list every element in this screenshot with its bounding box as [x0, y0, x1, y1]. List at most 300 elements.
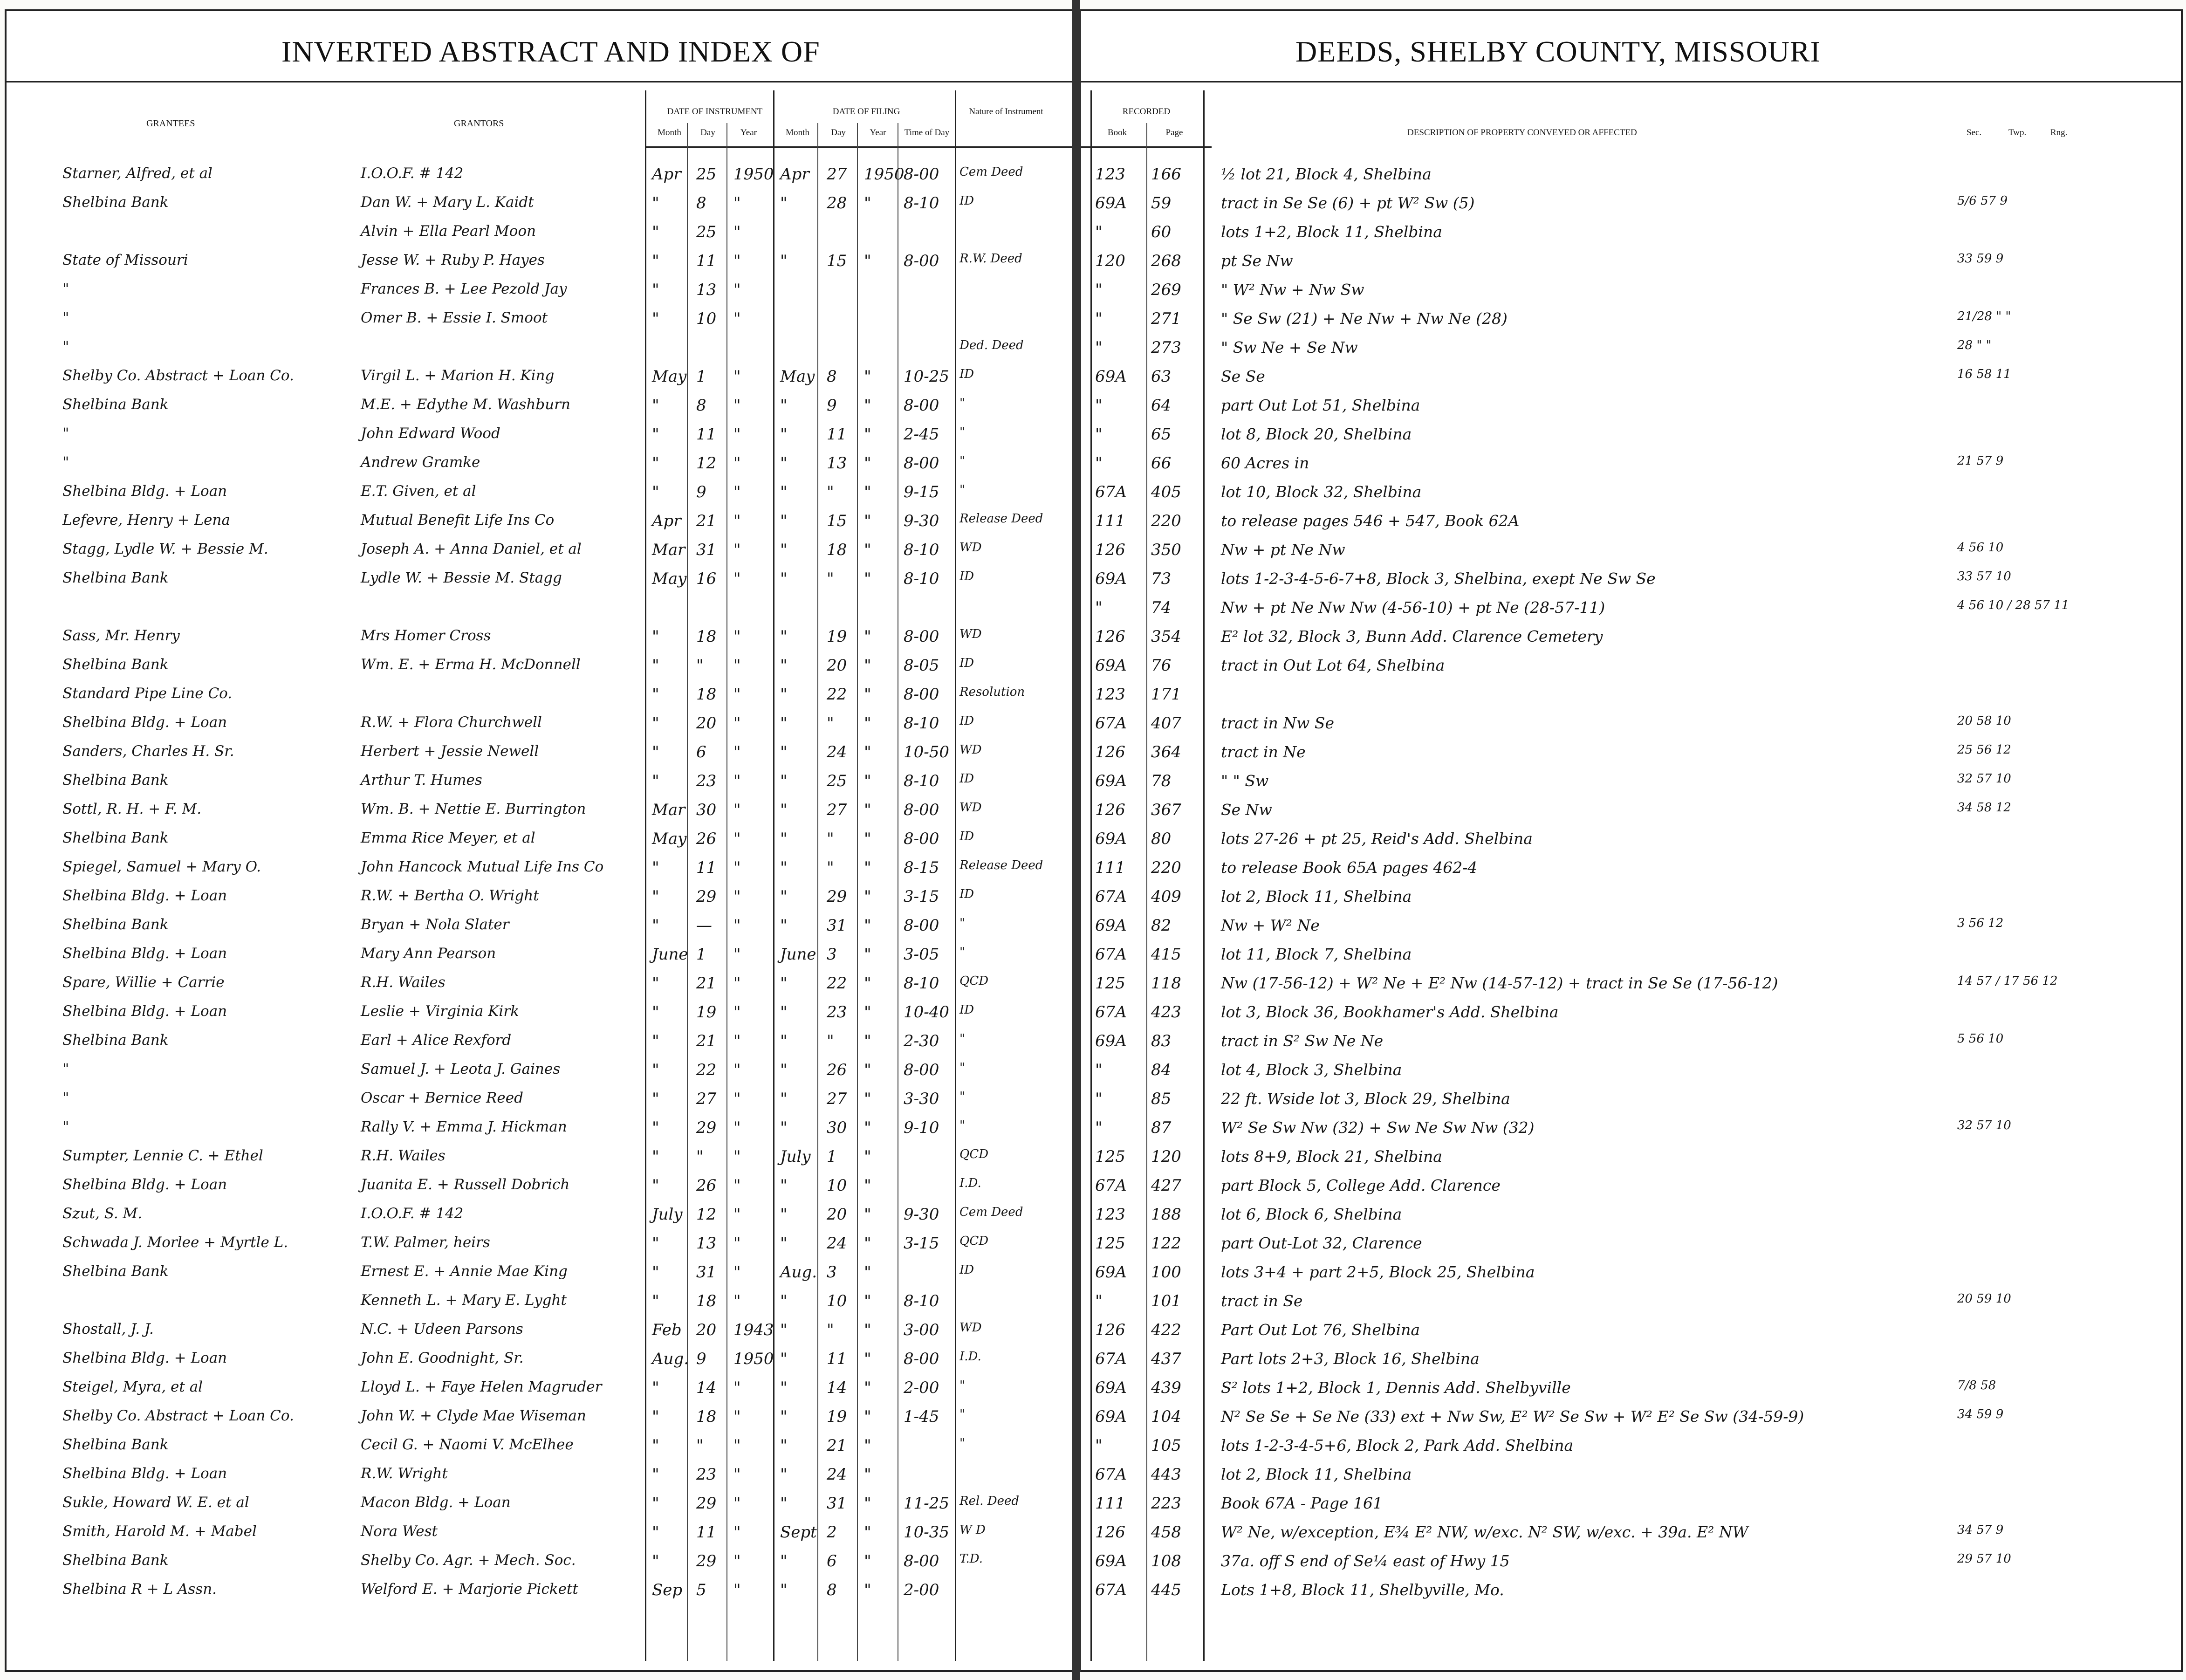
file-month-cell: " [780, 1552, 788, 1570]
nature-cell: Ded. Deed [959, 338, 1024, 352]
ledger-row-left [7, 830, 1074, 848]
ledger-row-left [7, 252, 1074, 270]
ledger-row-right [1081, 367, 2181, 386]
inst-month-cell: Mar [652, 541, 685, 559]
inst-year-cell: " [733, 425, 741, 444]
file-year-cell: " [864, 656, 871, 675]
inst-month-cell: " [652, 772, 659, 790]
file-year-cell: " [864, 1407, 871, 1426]
book-cell: " [1095, 454, 1103, 473]
file-year-cell: " [864, 945, 871, 964]
file-day-cell: 19 [827, 1407, 847, 1426]
file-time-cell: 2-00 [904, 1378, 939, 1397]
ledger-row-left [7, 1523, 1074, 1542]
page-cell: 354 [1151, 627, 1181, 646]
inst-year-cell: " [733, 1581, 741, 1599]
inst-year-cell: " [733, 945, 741, 964]
file-month-cell: Aug. [780, 1263, 817, 1282]
nature-cell: " [959, 1407, 965, 1421]
inst-day-cell: 20 [696, 714, 717, 733]
inst-year-cell: " [733, 1407, 741, 1426]
grantor-cell: Lloyd L. + Faye Helen Magruder [361, 1378, 602, 1395]
col-file-day: Day [831, 128, 846, 137]
file-day-cell: " [827, 858, 834, 877]
grantee-cell: Shelby Co. Abstract + Loan Co. [62, 1407, 294, 1424]
description-cell: part Block 5, College Add. Clarence [1221, 1176, 1501, 1194]
inst-day-cell: 18 [696, 685, 717, 704]
grantee-cell: Szut, S. M. [62, 1205, 143, 1222]
grantor-cell: I.O.O.F. # 142 [361, 165, 464, 182]
file-year-cell: " [864, 512, 871, 530]
grantee-cell: Steigel, Myra, et al [62, 1378, 203, 1395]
nature-cell: ID [959, 714, 974, 728]
sec-twp-rng-cell: 20 59 10 [1957, 1292, 2011, 1306]
inst-day-cell: 16 [696, 569, 717, 588]
grantor-cell: Shelby Co. Agr. + Mech. Soc. [361, 1552, 576, 1569]
inst-day-cell: 13 [696, 1234, 717, 1253]
nature-cell: " [959, 916, 965, 930]
book-cell: 125 [1095, 974, 1125, 993]
grantor-cell: Leslie + Virginia Kirk [361, 1003, 519, 1020]
page-cell: 405 [1151, 483, 1181, 501]
description-cell: 22 ft. Wside lot 3, Block 29, Shelbina [1221, 1090, 1510, 1108]
inst-year-cell: " [733, 1292, 741, 1310]
inst-year-cell: " [733, 685, 741, 704]
grantee-cell: Shelbina Bldg. + Loan [62, 887, 227, 904]
file-month-cell: " [780, 194, 788, 213]
book-cell: 69A [1095, 1378, 1127, 1397]
grantee-cell: Smith, Harold M. + Mabel [62, 1523, 257, 1540]
ledger-row-left [7, 598, 1074, 617]
header-rule [7, 81, 1074, 82]
nature-cell: I.D. [959, 1350, 981, 1364]
inst-year-cell: " [733, 1552, 741, 1570]
nature-cell: " [959, 396, 965, 410]
grantee-cell: Shelbina Bank [62, 916, 169, 933]
sec-twp-rng-cell: 25 56 12 [1957, 743, 2011, 757]
book-cell: 69A [1095, 830, 1127, 848]
grantee-cell: Sumpter, Lennie C. + Ethel [62, 1147, 263, 1164]
description-cell: " Se Sw (21) + Ne Nw + Nw Ne (28) [1221, 309, 1508, 328]
grantor-cell: Frances B. + Lee Pezold Jay [361, 281, 567, 297]
file-day-cell: " [827, 714, 834, 733]
inst-day-cell: 6 [696, 743, 706, 761]
ledger-row-left [7, 1061, 1074, 1079]
inst-year-cell: " [733, 1378, 741, 1397]
inst-day-cell: 25 [696, 223, 717, 241]
book-spine [1072, 0, 1080, 1680]
inst-day-cell: " [696, 1436, 704, 1455]
inst-day-cell: 18 [696, 627, 717, 646]
grantor-cell: Arthur T. Humes [361, 772, 482, 789]
ledger-row-left [7, 1321, 1074, 1339]
book-cell: 69A [1095, 1032, 1127, 1050]
file-day-cell: 28 [827, 194, 847, 213]
file-time-cell: 8-10 [904, 569, 939, 588]
file-time-cell: 8-00 [904, 454, 939, 473]
inst-day-cell: 30 [696, 801, 717, 819]
file-year-cell: " [864, 627, 871, 646]
file-day-cell: " [827, 483, 834, 501]
sec-twp-rng-cell: 14 57 / 17 56 12 [1957, 974, 2058, 988]
file-time-cell: 8-00 [904, 1350, 939, 1368]
inst-month-cell: " [652, 743, 659, 761]
nature-cell: " [959, 1378, 965, 1392]
grantor-cell: Alvin + Ella Pearl Moon [361, 223, 536, 240]
grantee-cell: Shelbina Bldg. + Loan [62, 1003, 227, 1020]
inst-month-cell: " [652, 627, 659, 646]
inst-month-cell: " [652, 223, 659, 241]
file-month-cell: " [780, 454, 788, 473]
left-page [5, 9, 1075, 1672]
inst-day-cell: 29 [696, 887, 717, 906]
inst-month-cell: " [652, 1436, 659, 1455]
ledger-row-right [1081, 512, 2181, 530]
description-cell: tract in Se [1221, 1292, 1303, 1310]
ledger-row-left [7, 1581, 1074, 1599]
file-day-cell: 11 [827, 425, 847, 444]
page-cell: 350 [1151, 541, 1181, 559]
file-time-cell: 2-30 [904, 1032, 939, 1050]
grantor-cell: Nora West [361, 1523, 438, 1540]
ledger-row-left [7, 483, 1074, 501]
inst-day-cell: 26 [696, 1176, 717, 1195]
ledger-row-right [1081, 858, 2181, 877]
col-page: Page [1165, 128, 1183, 137]
file-time-cell: 10-50 [904, 743, 950, 761]
page-cell: 427 [1151, 1176, 1181, 1195]
sec-twp-rng-cell: 21 57 9 [1957, 454, 2004, 468]
page-cell: 223 [1151, 1494, 1181, 1513]
page-cell: 105 [1151, 1436, 1181, 1455]
description-cell: E² lot 32, Block 3, Bunn Add. Clarence Cemetery [1221, 627, 1603, 645]
book-cell: 126 [1095, 743, 1125, 761]
grantor-cell: Mutual Benefit Life Ins Co [361, 512, 555, 528]
page-cell: 83 [1151, 1032, 1172, 1050]
file-year-cell: " [864, 541, 871, 559]
file-year-cell: " [864, 1350, 871, 1368]
page-cell: 458 [1151, 1523, 1181, 1542]
grantee-cell: Shelbina Bldg. + Loan [62, 1176, 227, 1193]
left-page-title: INVERTED ABSTRACT AND INDEX OF [281, 35, 820, 68]
file-time-cell: 8-05 [904, 656, 939, 675]
inst-month-cell: " [652, 252, 659, 270]
inst-day-cell: 11 [696, 858, 717, 877]
page-cell: 409 [1151, 887, 1181, 906]
inst-year-cell: " [733, 1003, 741, 1022]
ledger-row-right [1081, 685, 2181, 704]
inst-month-cell: " [652, 858, 659, 877]
ledger-row-right [1081, 714, 2181, 733]
ledger-row-right [1081, 1061, 2181, 1079]
grantor-cell: John W. + Clyde Mae Wiseman [361, 1407, 586, 1424]
file-day-cell: 18 [827, 541, 847, 559]
grantor-cell: Lydle W. + Bessie M. Stagg [361, 569, 562, 586]
file-day-cell: 27 [827, 1090, 847, 1108]
file-month-cell: " [780, 1032, 788, 1050]
file-month-cell: " [780, 1205, 788, 1224]
grantor-cell: Dan W. + Mary L. Kaidt [361, 194, 534, 211]
nature-cell: QCD [959, 1234, 989, 1248]
nature-cell: I.D. [959, 1176, 981, 1190]
page-cell: 415 [1151, 945, 1181, 964]
right-page-title: DEEDS, SHELBY COUNTY, MISSOURI [1295, 35, 1821, 68]
file-day-cell: 22 [827, 685, 847, 704]
grantor-cell: Rally V. + Emma J. Hickman [361, 1118, 567, 1135]
page-cell: 78 [1151, 772, 1172, 790]
file-year-cell: " [864, 1090, 871, 1108]
book-cell: 69A [1095, 772, 1127, 790]
inst-year-cell: " [733, 454, 741, 473]
grantee-cell: Sottl, R. H. + F. M. [62, 801, 202, 817]
ledger-row-left [7, 1436, 1074, 1455]
description-cell: " " Sw [1221, 772, 1269, 790]
description-cell: W² Se Sw Nw (32) + Sw Ne Sw Nw (32) [1221, 1118, 1535, 1137]
page-cell: 220 [1151, 512, 1181, 530]
ledger-row-left [7, 801, 1074, 819]
page-cell: 268 [1151, 252, 1181, 270]
ledger-row-right [1081, 309, 2181, 328]
book-cell: 126 [1095, 1321, 1125, 1339]
ledger-row-left [7, 1494, 1074, 1513]
grantor-cell: N.C. + Udeen Parsons [361, 1321, 523, 1337]
book-cell: 69A [1095, 367, 1127, 386]
ledger-row-left [7, 223, 1074, 241]
sec-twp-rng-cell: 4 56 10 / 28 57 11 [1957, 598, 2070, 612]
file-day-cell: " [827, 1032, 834, 1050]
inst-day-cell: 25 [696, 165, 717, 184]
inst-day-cell: 23 [696, 772, 717, 790]
inst-day-cell: 27 [696, 1090, 717, 1108]
sec-twp-rng-cell: 4 56 10 [1957, 541, 2004, 555]
ledger-row-right [1081, 1147, 2181, 1166]
ledger-row-left [7, 541, 1074, 559]
page-cell: 73 [1151, 569, 1172, 588]
nature-cell: Rel. Deed [959, 1494, 1020, 1508]
ledger-row-left [7, 945, 1074, 964]
page-cell: 65 [1151, 425, 1172, 444]
inst-year-cell: " [733, 1118, 741, 1137]
file-year-cell: " [864, 916, 871, 935]
file-month-cell: " [780, 252, 788, 270]
col-inst-month: Month [658, 128, 681, 137]
ledger-row-left [7, 974, 1074, 993]
page-cell: 60 [1151, 223, 1172, 241]
description-cell: lot 10, Block 32, Shelbina [1221, 483, 1422, 501]
file-year-cell: " [864, 194, 871, 213]
description-cell: Part lots 2+3, Block 16, Shelbina [1221, 1350, 1480, 1368]
page-cell: 439 [1151, 1378, 1181, 1397]
col-inst-year: Year [740, 128, 757, 137]
file-day-cell: 19 [827, 627, 847, 646]
file-time-cell: 10-25 [904, 367, 950, 386]
file-month-cell: " [780, 1581, 788, 1599]
inst-day-cell: 14 [696, 1378, 717, 1397]
inst-month-cell: " [652, 1147, 659, 1166]
file-day-cell: 23 [827, 1003, 847, 1022]
page-cell: 407 [1151, 714, 1181, 733]
file-year-cell: " [864, 396, 871, 415]
inst-day-cell: 12 [696, 1205, 717, 1224]
ledger-row-left [7, 1234, 1074, 1253]
ledger-row-right [1081, 1176, 2181, 1195]
inst-day-cell: 19 [696, 1003, 717, 1022]
file-year-cell: " [864, 685, 871, 704]
file-year-cell: 1950 [864, 165, 905, 184]
description-cell: Lots 1+8, Block 11, Shelbyville, Mo. [1221, 1581, 1504, 1599]
file-time-cell: 8-10 [904, 974, 939, 993]
col-description: DESCRIPTION OF PROPERTY CONVEYED OR AFFECTED [1407, 128, 1637, 137]
inst-day-cell: 29 [696, 1494, 717, 1513]
inst-day-cell: 29 [696, 1552, 717, 1570]
grantee-cell: " [62, 338, 69, 355]
inst-day-cell: 11 [696, 252, 717, 270]
page-cell: 82 [1151, 916, 1172, 935]
ledger-row-right [1081, 1263, 2181, 1282]
grantee-cell: " [62, 454, 69, 471]
file-time-cell: 10-35 [904, 1523, 950, 1542]
description-cell: pt Se Nw [1221, 252, 1293, 270]
ledger-row-right [1081, 974, 2181, 993]
grantee-cell: Shelby Co. Abstract + Loan Co. [62, 367, 294, 384]
file-month-cell: " [780, 483, 788, 501]
description-cell: Book 67A - Page 161 [1221, 1494, 1383, 1512]
sec-twp-rng-cell: 33 59 9 [1957, 252, 2004, 266]
grantee-cell: Schwada J. Morlee + Myrtle L. [62, 1234, 288, 1251]
nature-cell: ID [959, 656, 974, 670]
ledger-row-left [7, 512, 1074, 530]
file-time-cell: 8-10 [904, 194, 939, 213]
file-year-cell: " [864, 1234, 871, 1253]
book-cell: " [1095, 281, 1103, 299]
ledger-row-left [7, 1263, 1074, 1282]
sec-twp-rng-cell: 21/28 " " [1957, 309, 2011, 323]
file-month-cell: " [780, 1003, 788, 1022]
grantor-cell: Virgil L. + Marion H. King [361, 367, 555, 384]
nature-cell: " [959, 1090, 965, 1104]
file-month-cell: " [780, 1378, 788, 1397]
page-cell: 85 [1151, 1090, 1172, 1108]
book-cell: 67A [1095, 1176, 1127, 1195]
file-day-cell: 13 [827, 454, 847, 473]
sec-twp-rng-cell: 32 57 10 [1957, 772, 2011, 786]
file-month-cell: June [780, 945, 816, 964]
file-day-cell: 22 [827, 974, 847, 993]
page-cell: 273 [1151, 338, 1181, 357]
file-year-cell: " [864, 1292, 871, 1310]
inst-day-cell: 26 [696, 830, 717, 848]
grantee-cell: Stagg, Lydle W. + Bessie M. [62, 541, 268, 557]
file-month-cell: " [780, 512, 788, 530]
inst-month-cell: " [652, 1090, 659, 1108]
grantee-cell: Shelbina Bank [62, 772, 169, 789]
file-time-cell: 2-00 [904, 1581, 939, 1599]
ledger-row-left [7, 338, 1074, 357]
inst-year-cell: " [733, 714, 741, 733]
file-day-cell: 8 [827, 367, 837, 386]
inst-day-cell: 11 [696, 425, 717, 444]
ledger-row-right [1081, 223, 2181, 241]
sec-twp-rng-cell: 28 " " [1957, 338, 1992, 352]
book-cell: 125 [1095, 1234, 1125, 1253]
book-cell: 120 [1095, 252, 1125, 270]
nature-cell: Cem Deed [959, 165, 1023, 179]
col-twp: Twp. [2008, 128, 2027, 137]
inst-month-cell: Feb [652, 1321, 682, 1339]
ledger-row-right [1081, 598, 2181, 617]
ledger-row-right [1081, 541, 2181, 559]
file-year-cell: " [864, 830, 871, 848]
nature-cell: " [959, 483, 965, 497]
sec-twp-rng-cell: 16 58 11 [1957, 367, 2011, 381]
page-cell: 364 [1151, 743, 1181, 761]
file-time-cell: 8-00 [904, 1061, 939, 1079]
book-cell: 123 [1095, 685, 1125, 704]
file-month-cell: " [780, 974, 788, 993]
inst-year-cell: " [733, 223, 741, 241]
right-page [1080, 9, 2183, 1672]
sec-twp-rng-cell: 20 58 10 [1957, 714, 2011, 728]
file-day-cell: " [827, 830, 834, 848]
ledger-row-left [7, 1465, 1074, 1484]
description-cell: to release pages 546 + 547, Book 62A [1221, 512, 1520, 530]
inst-year-cell: " [733, 772, 741, 790]
description-cell: " W² Nw + Nw Sw [1221, 281, 1364, 299]
file-day-cell: 1 [827, 1147, 837, 1166]
nature-cell: WD [959, 743, 982, 757]
file-day-cell: 30 [827, 1118, 847, 1137]
inst-day-cell: " [696, 1147, 704, 1166]
inst-day-cell: 9 [696, 483, 706, 501]
ledger-row-right [1081, 396, 2181, 415]
inst-day-cell: 21 [696, 974, 717, 993]
nature-cell: WD [959, 541, 982, 555]
page-cell: 66 [1151, 454, 1172, 473]
book-cell: 69A [1095, 1263, 1127, 1282]
page-cell: 443 [1151, 1465, 1181, 1484]
inst-month-cell: " [652, 1494, 659, 1513]
ledger-row-right [1081, 627, 2181, 646]
inst-month-cell: " [652, 974, 659, 993]
book-cell: 67A [1095, 483, 1127, 501]
description-cell: Nw + pt Ne Nw Nw (4-56-10) + pt Ne (28-57-11) [1221, 598, 1605, 617]
file-time-cell: 1-45 [904, 1407, 939, 1426]
grantee-cell: Shostall, J. J. [62, 1321, 154, 1337]
nature-cell: QCD [959, 1147, 989, 1161]
file-time-cell: 8-00 [904, 1552, 939, 1570]
nature-cell: " [959, 1032, 965, 1046]
grantee-cell: Shelbina Bank [62, 830, 169, 846]
inst-month-cell: " [652, 1234, 659, 1253]
inst-year-cell: " [733, 1234, 741, 1253]
page-cell: 104 [1151, 1407, 1181, 1426]
file-year-cell: " [864, 772, 871, 790]
file-month-cell: " [780, 1118, 788, 1137]
description-cell: ½ lot 21, Block 4, Shelbina [1221, 165, 1432, 183]
ledger-row-left [7, 1407, 1074, 1426]
ledger-row-right [1081, 483, 2181, 501]
inst-month-cell: Mar [652, 801, 685, 819]
inst-day-cell: 22 [696, 1061, 717, 1079]
book-cell: 126 [1095, 541, 1125, 559]
inst-month-cell: " [652, 309, 659, 328]
ledger-row-right [1081, 1523, 2181, 1542]
ledger-row-right [1081, 1321, 2181, 1339]
page-cell: 64 [1151, 396, 1172, 415]
ledger-row-right [1081, 1090, 2181, 1108]
file-year-cell: " [864, 858, 871, 877]
inst-month-cell: " [652, 454, 659, 473]
